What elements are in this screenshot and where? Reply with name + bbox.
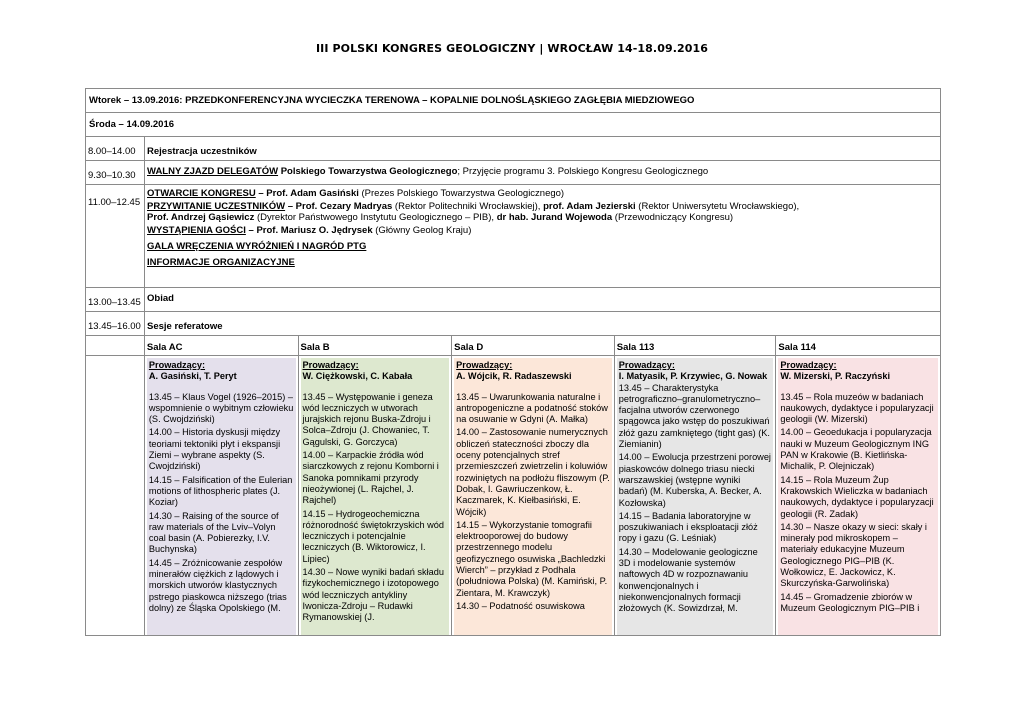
event-cell — [145, 161, 940, 184]
event-cell: Rejestracja uczestników — [147, 146, 257, 157]
schedule-row-opening — [85, 185, 941, 288]
info-line — [147, 257, 938, 268]
talk-item: 14.15 – Hydrogeochemiczna różnorodność świętokrzyskich wód leczniczych i potencjalnie leczniczych (B. Wiktorowicz, I. Lipiec) — [302, 508, 444, 564]
talk-item: 13.45 – Rola muzeów w badaniach naukowych, dydaktyce i popularyzacji geologii (W. Mizerski) — [780, 391, 934, 425]
time-cell: 11.00–12.45 — [86, 185, 145, 287]
guests-role: (Główny Geolog Kraju) — [372, 225, 472, 236]
talk-item: 13.45 – Charakterystyka petrograficzno–granulometryczno–facjalna utworów czerwonego spągowca jako wstęp do poszukiwań złóż gazu zamkniętego (tight gas) (K. Ziemianin) — [618, 382, 770, 450]
hall-header-row — [85, 336, 941, 356]
talk-item: 13.45 – Klaus Vogel (1926–2015) – wspomnienie o wybitnym człowieku (S. Cwojdziński) — [148, 391, 294, 425]
session-chairs: A. Gasiński, T. Peryt — [148, 371, 237, 382]
session-column — [145, 356, 299, 635]
welcome-line — [147, 201, 938, 212]
welcome-speaker: – Prof. Cezary Madryas — [285, 201, 393, 212]
moderator-label: Prowadzący: — [780, 360, 837, 370]
talk-item: 14.30 – Podatność osuwiskowa — [456, 600, 585, 611]
assembly-society: Polskiego Towarzystwa Geologicznego — [278, 166, 458, 177]
session-column — [299, 356, 453, 635]
talk-item: 13.45 – Występowanie i geneza wód leczniczych w utworach jurajskich rejonu Buska-Zdroju i Solca–Zdroju (J. Chowaniec, T. Gągulski, G. Gorczyca) — [302, 391, 433, 447]
session-box-114 — [778, 358, 938, 635]
opening-speaker: – Prof. Adam Gasiński — [255, 188, 359, 199]
event-cell: Obiad — [147, 293, 174, 304]
session-box-b — [301, 358, 450, 635]
sessions-row — [85, 356, 941, 636]
talk-item: 14.45 – Zróżnicowanie zespołów minerałów ciężkich z lądowych i morskich utworów klastycznych pstrego piaskowca niższego (trias dolny) ze Śląska Opolskiego (M. — [148, 557, 287, 613]
schedule-row — [85, 288, 941, 312]
assembly-rest: ; Przyjęcie programu 3. Polskiego Kongresu Geologicznego — [457, 166, 709, 177]
sessions-spacer — [86, 356, 145, 635]
time-cell: 13.00–13.45 — [86, 288, 145, 311]
gala-title: GALA WRĘCZENIA WYRÓŻNIEŃ I NAGRÓD PTG — [147, 241, 367, 252]
talk-item: 14.15 – Rola Muzeum Żup Krakowskich Wieliczka w badaniach naukowych, dydaktyce i popularyzacji geologii (R. Zadak) — [780, 474, 934, 519]
wednesday-header: Środa – 14.09.2016 — [89, 119, 175, 130]
tuesday-header: Wtorek – 13.09.2016: PRZEDKONFERENCYJNA WYCIECZKA TERENOWA – KOPALNIE DOLNOŚLĄSKIEGO ZAGŁĘBIA MIEDZIOWEGO — [89, 95, 695, 106]
schedule-row — [85, 137, 941, 161]
session-column — [615, 356, 777, 635]
time-cell: 9.30–10.30 — [86, 161, 145, 184]
welcome-role-4: (Przewodniczący Kongresu) — [612, 212, 734, 223]
time-cell: 8.00–14.00 — [86, 137, 145, 160]
opening-line — [147, 188, 938, 199]
talk-item: 14.00 – Karpackie źródła wód siarczkowych z rejonu Komborni i Sanoka pomnikami przyrody nieożywionej (L. Rajchel, J. Rajchel) — [302, 450, 439, 506]
welcome-role: (Rektor Politechniki Wrocławskiej), — [392, 201, 544, 212]
welcome-title: PRZYWITANIE UCZESTNIKÓW — [147, 201, 286, 212]
schedule-row — [85, 161, 941, 185]
welcome-speaker-3: Prof. Andrzej Gąsiewicz — [147, 212, 255, 223]
talk-item: 14.30 – Modelowanie geologiczne 3D i modelowanie systemów naftowych 4D w rozpoznawaniu konwencjonalnych i niekonwencjonalnych formacji złożowych (K. Sowizdrzał, M. — [618, 546, 758, 614]
welcome-line-2 — [147, 212, 938, 223]
moderator-label: Prowadzący: — [618, 360, 675, 370]
opening-title: OTWARCIE KONGRESU — [147, 188, 256, 199]
talk-item: 14.00 – Zastosowanie numerycznych obliczeń stateczności zboczy dla oceny potencjalnych stref przemieszczeń zwietrzelin i koluwiów rozwiniętych na podłożu fliszowym (P. Dobak, I. Gawriuczenkow, Ł. Kaczmarek, K. Kiełbasiński, E. Wójcik) — [456, 427, 610, 517]
talk-item: 14.45 – Gromadzenie zbiorów w Muzeum Geologicznym PIG–PIB i — [780, 591, 920, 613]
day-row-tuesday — [85, 88, 941, 113]
session-chairs: W. Ciężkowski, C. Kabała — [302, 371, 413, 382]
session-box-113 — [617, 358, 774, 635]
moderator-label: Prowadzący: — [302, 360, 359, 370]
event-cell: Sesje referatowe — [147, 321, 223, 332]
session-box-d — [454, 358, 612, 635]
talk-item: 14.30 – Nasze okazy w sieci: skały i minerały pod mikroskopem – materiały edukacyjne Muzeum Geologicznego PIG–PIB (K. Wołkowicz, E. Jackowicz, K. Skurczyńska-Garwolińska) — [780, 521, 927, 589]
session-chairs: A. Wójcik, R. Radaszewski — [456, 371, 572, 382]
guests-line — [147, 225, 938, 236]
session-box-ac — [147, 358, 296, 635]
hall-header: Sala AC — [145, 336, 299, 355]
talk-item: 14.15 – Badania laboratoryjne w poszukiwaniach i eksploatacji złóż ropy i gazu (G. Leśniak) — [618, 510, 758, 544]
moderator-label: Prowadzący: — [148, 360, 206, 370]
schedule-row — [85, 312, 941, 336]
info-title: INFORMACJE ORGANIZACYJNE — [147, 257, 295, 268]
talk-item: 13.45 – Uwarunkowania naturalne i antropogeniczne a podatność stoków na osuwanie w Gdyni (A. Małka) — [456, 391, 608, 425]
talk-item: 14.00 – Historia dyskusji między teoriami tektoniki płyt i ekspansji Ziemi – wybrane aspekty (S. Cwojdziński) — [148, 427, 281, 472]
welcome-role-2: (Rektor Uniwersytetu Wrocławskiego), — [635, 201, 800, 212]
welcome-role-3: (Dyrektor Państwowego Instytutu Geologicznego – PIB), — [254, 212, 497, 223]
schedule-table — [85, 88, 941, 636]
gala-line — [147, 241, 938, 252]
talk-item: 14.00 – Geoedukacja i popularyzacja nauki w Muzeum Geologicznym ING PAN w Krakowie (B. Kietlińska-Michalik, P. Olejniczak) — [780, 427, 932, 472]
session-column — [776, 356, 940, 635]
guests-title: WYSTĄPIENIA GOŚCI — [147, 225, 246, 236]
hall-header: Sala 113 — [615, 336, 777, 355]
assembly-label: WALNY ZJAZD DELEGATÓW — [147, 166, 279, 177]
hall-header: Sala D — [452, 336, 615, 355]
opening-role: (Prezes Polskiego Towarzystwa Geologicznego) — [358, 188, 565, 199]
hall-header: Sala 114 — [778, 342, 816, 353]
hall-spacer — [86, 336, 145, 355]
page-title: III POLSKI KONGRES GEOLOGICZNY | WROCŁAW 14-18.09.2016 — [315, 42, 709, 55]
welcome-speaker-4: dr hab. Jurand Wojewoda — [496, 212, 613, 223]
opening-cell — [145, 185, 940, 287]
session-chairs: I. Matyasik, P. Krzywiec, G. Nowak — [618, 371, 768, 382]
talk-item: 14.00 – Ewolucja przestrzeni porowej piaskowców dolnego triasu niecki warszawskiej (wstępne wyniki badań) (M. Kuberska, A. Becker, A. Kozłowska) — [618, 452, 771, 508]
time-cell: 13.45–16.00 — [86, 312, 145, 335]
hall-header: Sala B — [299, 336, 453, 355]
talk-item: 14.15 – Falsification of the Eulerian motions of lithospheric plates (J. Koziar) — [148, 474, 293, 508]
talk-item: 14.30 – Nowe wyniki badań składu fizykochemicznego i izotopowego wód leczniczych antykliny Iwonicza-Zdroju – Rudawki Rymanowskiej (J. — [302, 567, 444, 623]
welcome-speaker-2: prof. Adam Jezierski — [543, 201, 636, 212]
talk-item: 14.15 – Wykorzystanie tomografii elektrooporowej do budowy przestrzennego modelu geofizycznego osuwiska „Bachledzki Wierch” – przykład z Podhala (południowa Polska) (M. Kamiński, P. Zientara, M. Krawczyk) — [456, 519, 608, 598]
guests-speaker: – Prof. Mariusz O. Jędrysek — [245, 225, 373, 236]
session-chairs: W. Mizerski, P. Raczyński — [780, 371, 891, 382]
session-column — [452, 356, 615, 635]
moderator-label: Prowadzący: — [456, 360, 513, 370]
talk-item: 14.30 – Raising of the source of raw materials of the Lviv–Volyn coal basin (A. Pobierezky, I.V. Buchynska) — [148, 510, 279, 555]
day-row-wednesday — [85, 113, 941, 137]
